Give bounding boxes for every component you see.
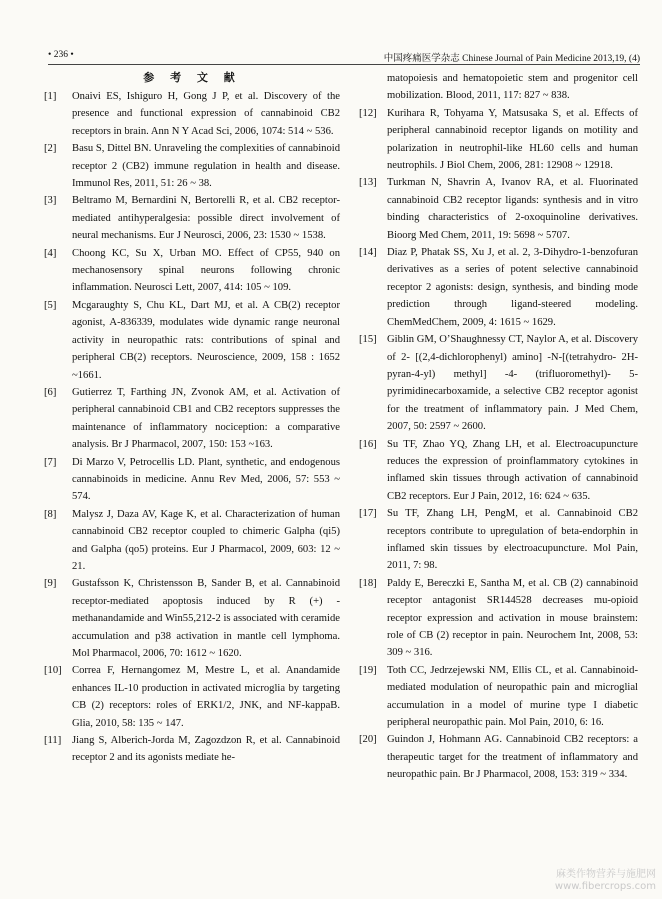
reference-text: Diaz P, Phatak SS, Xu J, et al. 2, 3-Dihydro-1-benzofuran derivatives as a series of potent selective cannabinoid receptor 2 agonists: design, synthesis, and binding mode prediction through ligand-steered modeling. ChemMedChem, 2009, 4: 1615 ~ 1629. bbox=[387, 247, 638, 328]
reference-text: Su TF, Zhao YQ, Zhang LH, et al. Electroacupuncture reduces the expression of proinflammatory cytokines in inflamed skin tissues through activation of cannabinoid CB2 receptors. Eur J Pain, 2012, 16: 624 ~ 635. bbox=[387, 438, 638, 502]
reference-item bbox=[44, 140, 340, 192]
left-column bbox=[44, 70, 340, 767]
reference-text: Toth CC, Jedrzejewski NM, Ellis CL, et al. Cannabinoid-mediated modulation of neuropathic pain and microglial accumulation in a model of murine type I diabetic peripheral neuropathic pain. Mol Pain, 2010, 6: 16. bbox=[387, 664, 638, 729]
reference-item bbox=[359, 244, 638, 331]
reference-text: Paldy E, Bereczki E, Santha M, et al. CB (2) cannabinoid receptor antagonist SR144528 decreases mu-opioid receptor expression and activation in mouse brainstem: role of CB (2) receptor in pain. Neurochem Int, 2008, 53: 309 ~ 316. bbox=[387, 577, 638, 659]
reference-number: [5] bbox=[44, 299, 57, 311]
reference-text: Basu S, Dittel BN. Unraveling the complexities of cannabinoid receptor 2 (CB2) immune regulation in health and disease. Immunol Res, 2011, 51: 26 ~ 38. bbox=[72, 143, 340, 190]
reference-text: Correa F, Hernangomez M, Mestre L, et al. Anandamide enhances IL-10 production in activated microglia by targeting CB (2) receptors: roles of ERK1/2, JNK, and NF-kappaB. Glia, 2010, 58: 135 ~ 147. bbox=[72, 665, 340, 729]
reference-text: Malysz J, Daza AV, Kage K, et al. Characterization of human cannabinoid CB2 receptor coupled to chimeric Galpha (qi5) and Galpha (qo5) proteins. Eur J Pharmacol, 2009, 603: 12 ~ 21. bbox=[72, 508, 340, 572]
reference-item bbox=[44, 575, 340, 662]
reference-number: [14] bbox=[359, 247, 377, 259]
reference-item bbox=[44, 88, 340, 140]
reference-item bbox=[44, 506, 340, 576]
reference-number: [20] bbox=[359, 734, 377, 746]
reference-number: [17] bbox=[359, 508, 377, 520]
header-rule bbox=[48, 64, 640, 65]
reference-text: Di Marzo V, Petrocellis LD. Plant, synthetic, and endogenous cannabinoids in medicine. Annu Rev Med, 2006, 57: 553 ~ 574. bbox=[72, 456, 340, 503]
reference-text: Guindon J, Hohmann AG. Cannabinoid CB2 receptors: a therapeutic target for the treatment of inflammatory and neuropathic pain. Br J Pharmacol, 2008, 153: 319 ~ 334. bbox=[387, 734, 638, 781]
reference-item bbox=[359, 662, 638, 732]
reference-item bbox=[359, 575, 638, 662]
reference-number: [9] bbox=[44, 578, 57, 590]
reference-item bbox=[44, 732, 340, 767]
reference-item bbox=[44, 192, 340, 244]
reference-text: Gutierrez T, Farthing JN, Zvonok AM, et al. Activation of peripheral cannabinoid CB1 and CB2 receptors suppresses the maintenance of inflammatory nociception: a comparative analysis. Br J Pharmacol, 2007, 150: 153 ~163. bbox=[72, 386, 340, 451]
reference-text: Choong KC, Su X, Urban MO. Effect of CP55, 940 on mechanosensory spinal neurons following chronic inflammation. Neurosci Lett, 2007, 414: 105 ~ 109. bbox=[72, 247, 340, 294]
reference-text: Onaivi ES, Ishiguro H, Gong J P, et al. Discovery of the presence and functional expression of cannabinoid CB2 receptors in brain. Ann N Y Acad Sci, 2006, 1074: 514 ~ 536. bbox=[72, 91, 340, 137]
watermark bbox=[555, 869, 656, 893]
reference-number: [10] bbox=[44, 665, 62, 677]
reference-text: Mcgaraughty S, Chu KL, Dart MJ, et al. A CB(2) receptor agonist, A-836339, modulates wide dynamic range neuronal activity in neuropathic rats: contributions of spinal and peripheral CB(2) receptors. Neuroscience, 2009, 158 : 1652 ~1661. bbox=[72, 299, 340, 381]
reference-number: [7] bbox=[44, 456, 57, 468]
reference-number: [2] bbox=[44, 143, 57, 155]
watermark-line-1: 麻类作物营养与施肥网 bbox=[556, 869, 656, 880]
reference-number: [8] bbox=[44, 508, 57, 520]
right-column bbox=[359, 70, 638, 784]
reference-number: [19] bbox=[359, 664, 377, 676]
references-title: 参 考 文 献 bbox=[143, 71, 241, 84]
reference-number: [6] bbox=[44, 386, 57, 398]
reference-text: Giblin GM, O’Shaughnessy CT, Naylor A, et al. Discovery of 2- [(2,4-dichlorophenyl) amino] -N-[(tetrahydro- 2H-pyran-4-yl) methyl] -4- (trifluoromethyl)- 5-pyrimidinecarboxamide, a selective CB2 receptor agonist for the treatment of inflammatory pain. J Med Chem, 2007, 50: 2597 ~ 2600. bbox=[387, 334, 638, 433]
reference-item bbox=[44, 662, 340, 732]
page-number: • 236 • bbox=[48, 50, 74, 60]
reference-text: Gustafsson K, Christensson B, Sander B, et al. Cannabinoid receptor-mediated apoptosis induced by R (+) -methanandamide and Win55,212-2 is associated with ceramide accumulation and p38 activation in mantle cell lymphoma. Mol Pharmacol, 2006, 70: 1612 ~ 1620. bbox=[72, 578, 340, 659]
reference-text: Jiang S, Alberich-Jorda M, Zagozdzon R, et al. Cannabinoid receptor 2 and its agonists mediate he- bbox=[72, 735, 340, 764]
journal-header: 中国疼痛医学杂志 Chinese Journal of Pain Medicine 2013,19, (4) bbox=[383, 54, 640, 64]
reference-text: Su TF, Zhang LH, PengM, et al. Cannabinoid CB2 receptors contribute to upregulation of beta-endorphin in inflamed skin tissues by electroacupuncture. Mol Pain, 2011, 7: 98. bbox=[387, 508, 638, 572]
reference-item bbox=[359, 436, 638, 506]
reference-item bbox=[359, 731, 638, 783]
reference-text: Kurihara R, Tohyama Y, Matsusaka S, et al. Effects of peripheral cannabinoid receptor ligands on motility and polarization in neutrophil-like HL60 cells and human neutrophils. J Biol Chem, 2006, 281: 12908 ~ 12918. bbox=[387, 107, 638, 172]
reference-number: [12] bbox=[359, 107, 377, 119]
reference-item bbox=[359, 105, 638, 175]
reference-number: [4] bbox=[44, 247, 57, 259]
reference-text: Beltramo M, Bernardini N, Bertorelli R, et al. CB2 receptor-mediated antihyperalgesia: possible direct involvement of neural mechanisms. Eur J Neurosci, 2006, 23: 1530 ~ 1538. bbox=[72, 195, 340, 242]
reference-item bbox=[44, 245, 340, 297]
reference-number: [15] bbox=[359, 334, 377, 346]
reference-number: [1] bbox=[44, 91, 57, 102]
reference-list-left bbox=[44, 88, 340, 767]
reference-number: [18] bbox=[359, 577, 377, 589]
reference-item bbox=[359, 174, 638, 244]
reference-number: [13] bbox=[359, 177, 377, 189]
reference-number: [11] bbox=[44, 735, 62, 747]
reference-item bbox=[44, 454, 340, 506]
reference-text: Turkman N, Shavrin A, Ivanov RA, et al. Fluorinated cannabinoid CB2 receptor ligands: synthesis and in vitro binding characteristics of 2-oxoquinoline derivatives. Bioorg Med Chem, 2011, 19: 5698 ~ 5707. bbox=[387, 177, 638, 241]
watermark-line-2: www.fibercrops.com bbox=[554, 881, 656, 892]
reference-number: [16] bbox=[359, 438, 377, 450]
reference-item bbox=[44, 297, 340, 384]
reference-continuation: matopoiesis and hematopoietic stem and progenitor cell mobilization. Blood, 2011, 117: 827 ~ 838. bbox=[387, 73, 638, 102]
reference-item bbox=[44, 384, 340, 454]
reference-list-right bbox=[359, 105, 638, 784]
reference-item bbox=[359, 331, 638, 435]
reference-number: [3] bbox=[44, 195, 57, 207]
reference-item bbox=[359, 505, 638, 575]
